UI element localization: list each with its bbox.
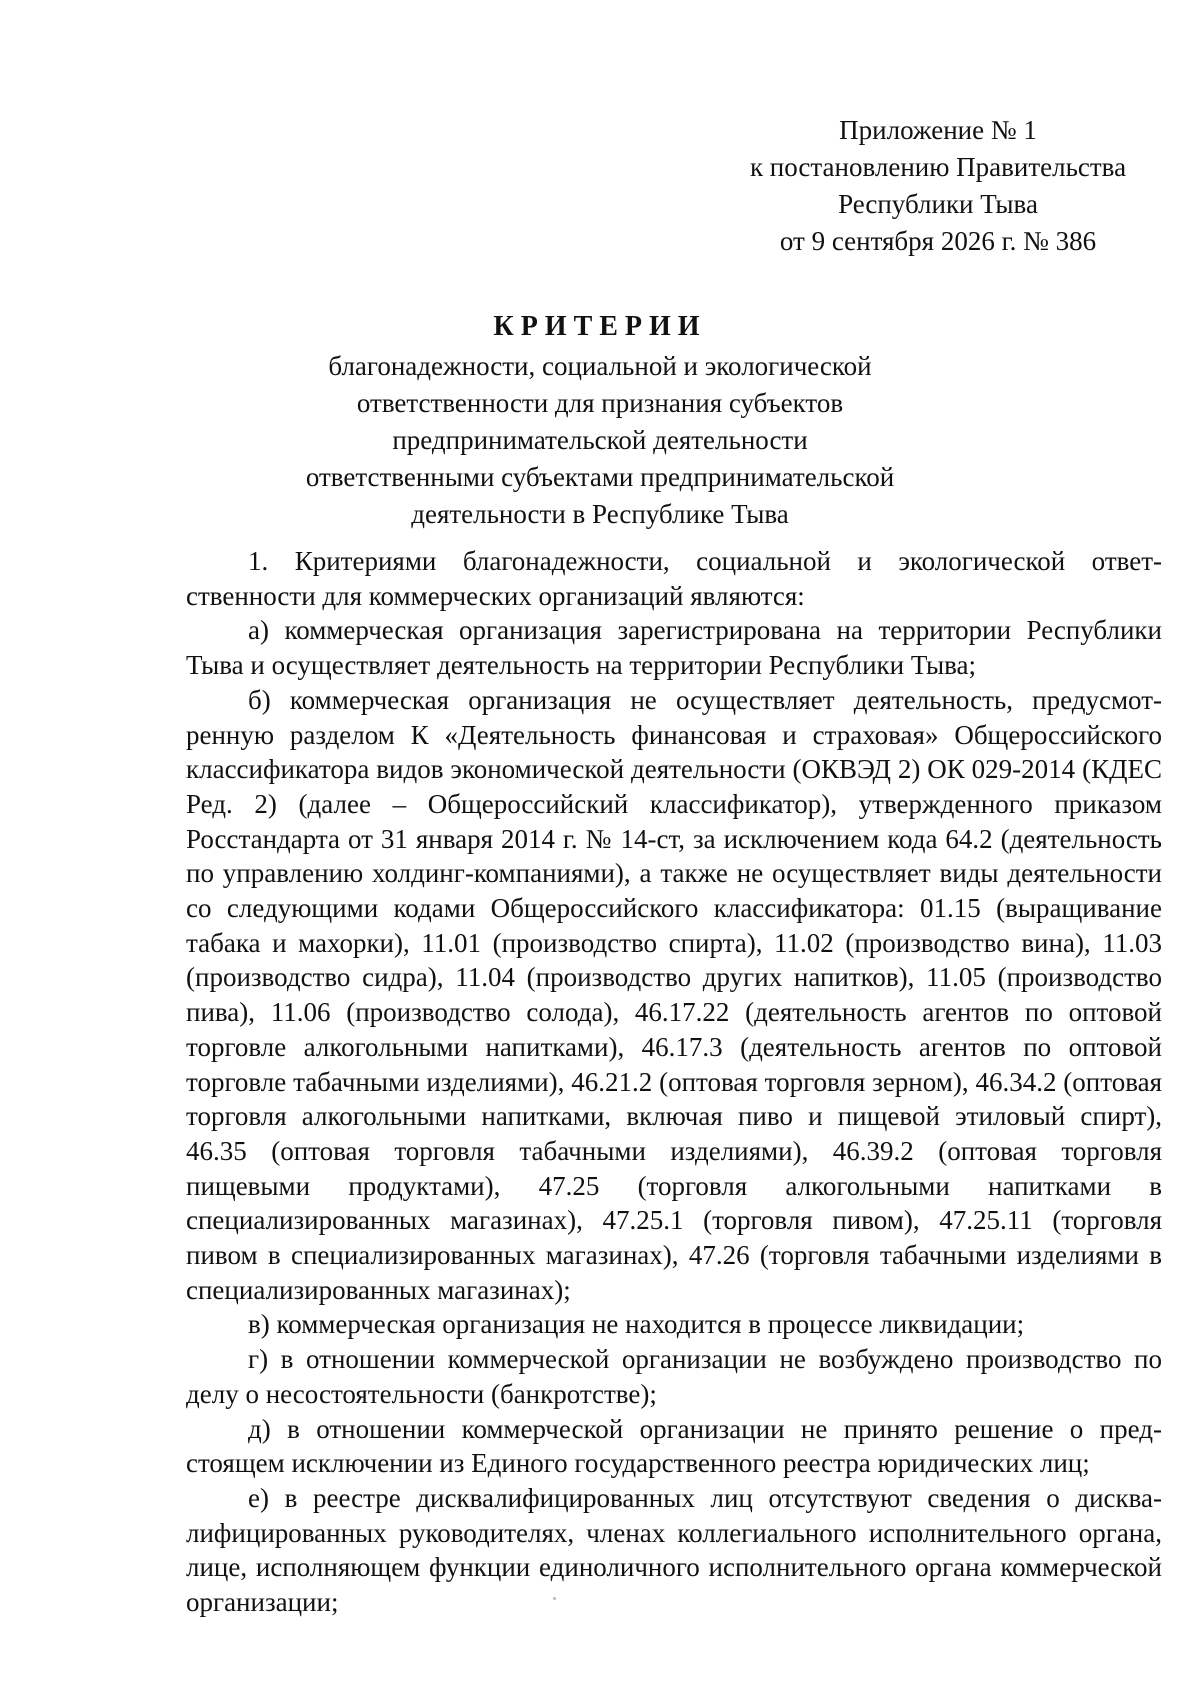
paragraph-item-v: в) коммерческая организация не находится в процессе ликвидации; [248, 1309, 1025, 1340]
subtitle-line: деятельности в Республике Тыва [411, 499, 789, 529]
paragraph-item-a: а) коммерческая организация зарегистрирована на территории Республики Тыва и осуществляет деятельность на территории Республики Тыва; [186, 615, 1162, 681]
subtitle-line: благонадежности, социальной и экологической [328, 351, 872, 381]
subtitle-line: предпринимательской деятельности [392, 425, 808, 455]
paragraph-criteria-intro: 1. Критериями благонадежности, социальной и экологической ответственности для коммерческих организаций являются: [186, 546, 1162, 611]
subtitle-line: ответственности для признания субъектов [356, 388, 844, 418]
subtitle-line: ответственными субъектами предпринимательской [305, 462, 895, 492]
paragraph-item-g: г) в отношении коммерческой организации не возбуждено производство по делу о несостоятельности (банкротстве); [186, 1344, 1162, 1409]
appendix-number: Приложение № 1 [839, 115, 1037, 145]
appendix-header [748, 112, 1128, 260]
appendix-region: Республики Тыва [838, 189, 1038, 219]
document-body [186, 544, 1162, 1620]
document-title [150, 308, 1050, 533]
appendix-reference: к постановлению Правительства [749, 152, 1127, 182]
paragraph-item-d: д) в отношении коммерческой организации не принято решение о предстоящем исключении из Единого государственного реестра юридических лиц; [186, 1413, 1162, 1479]
paragraph-item-b: б) коммерческая организация не осуществляет деятельность, предусмотренную разделом К «Деятельность финансовая и страховая» Общероссийского классификатора видов экономической деятельности (ОКВЭД 2) ОК 029-2014 (КДЕС Ред. 2) (далее – Общероссийский классификатор), утвержденного приказом Росстандарта от 31 января 2014 г. № 14-ст, за исключением кода 64.2 (деятельность по управлению холдинг-компаниями), а также не осуществляет виды деятельности со следующими кодами Общероссийского классификатора: 01.15 (выращивание табака и махорки), 11.01 (производство спирта), 11.02 (производство вина), 11.03 (производство сидра), 11.04 (производство других напитков), 11.05 (производство пива), 11.06 (производство солода), 46.17.22 (деятельность агентов по оптовой торговле алкогольными напитками), 46.17.3 (деятельность агентов по оптовой торговле табачными изделиями), 46.21.2 (оптовая торговля зерном), 46.34.2 (оптовая торговля алкогольными напитками, включая пиво и пищевой этиловый спирт), 46.35 (оптовая торговля табачными изделиями), 46.39.2 (оптовая торговля пищевыми продуктами), 47.25 (торговля алкогольными напитками в специализированных магазинах), 47.25.1 (торговля пивом), 47.25.11 (торговля пивом в специализированных магазинах), 47.26 (торговля табачными изделиями в специализированных магазинах); [186, 684, 1162, 1305]
paragraph-item-e: е) в реестре дисквалифицированных лиц отсутствуют сведения о дисквалифицированных руководителях, членах коллегиального исполнительного органа, лице, исполняющем функции единоличного исполнительного органа коммерческой организации; [186, 1482, 1162, 1618]
title-heading: КРИТЕРИИ [493, 311, 707, 342]
appendix-date: от 9 сентября 2026 г. № 386 [779, 226, 1097, 256]
scan-speck [553, 1597, 556, 1600]
